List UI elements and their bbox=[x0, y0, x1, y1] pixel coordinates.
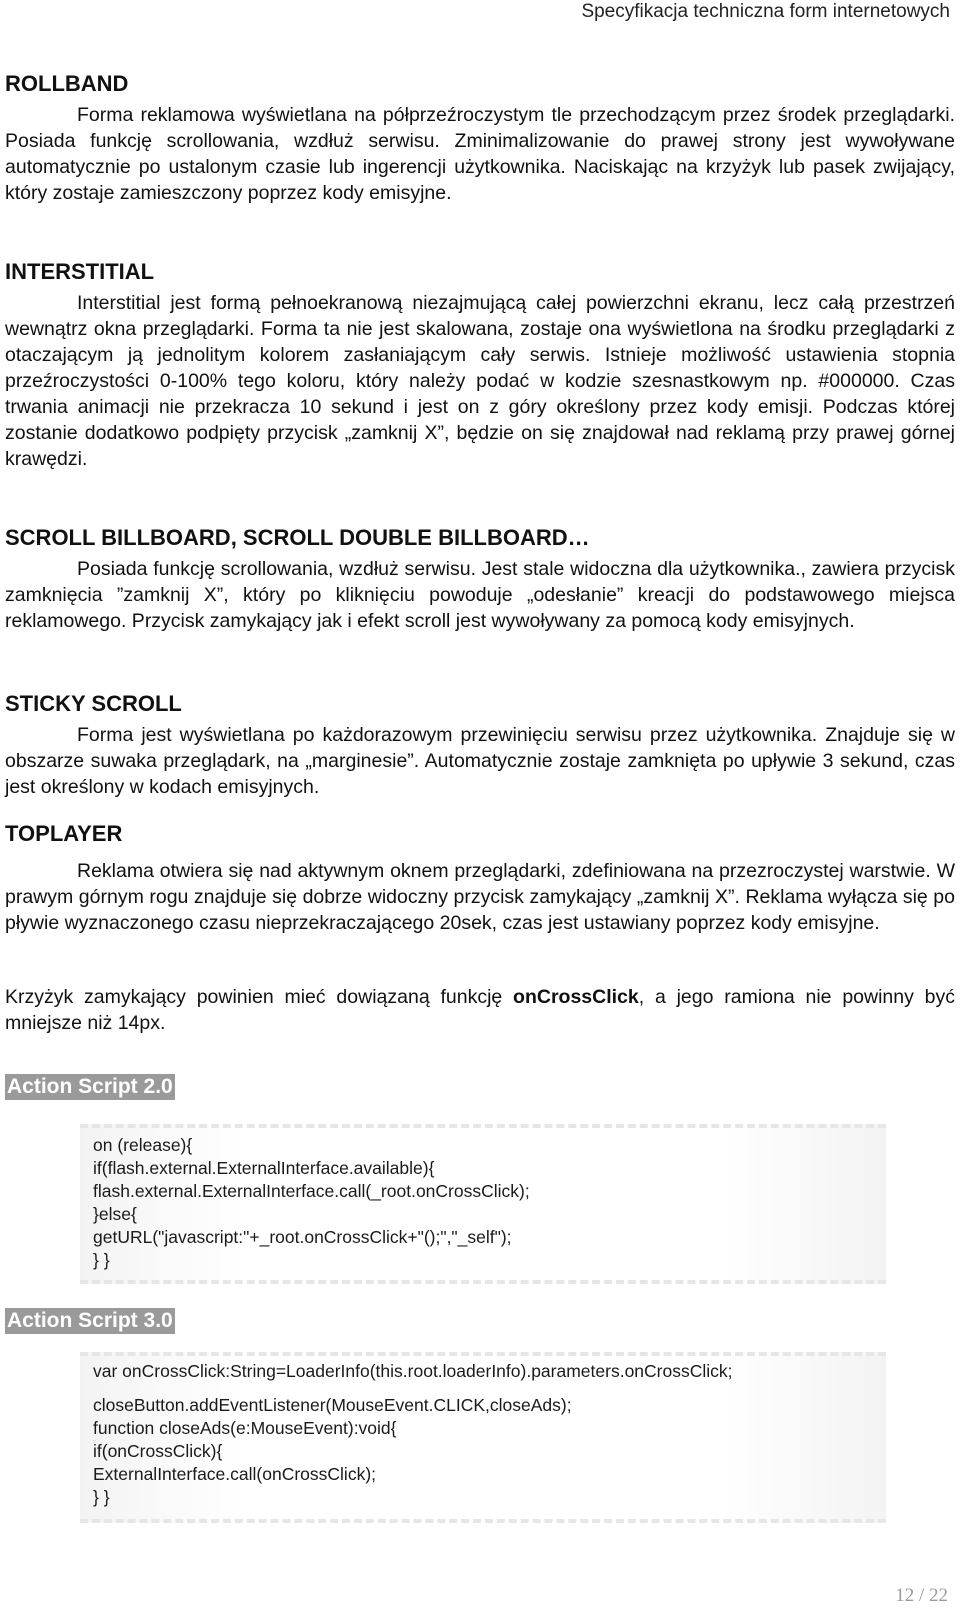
section-paragraph: Forma jest wyświetlana po każdorazowym przewinięciu serwisu przez użytkownika. Znajduje się w obszarze suwaka przeglądark, na „marginesie”. Automatycznie zostaje zamknięta po upływie 3 sekund, czas jest określony w kodach emisyjnych. bbox=[5, 724, 955, 798]
as3-code-block bbox=[80, 1352, 886, 1523]
code-line: on (release){ bbox=[93, 1135, 193, 1155]
section-scroll-billboard bbox=[5, 524, 955, 634]
section-toplayer bbox=[5, 820, 955, 936]
section-heading: SCROLL BILLBOARD, SCROLL DOUBLE BILLBOARD… bbox=[5, 525, 590, 550]
code-blank-line bbox=[80, 1383, 886, 1394]
section-heading: TOPLAYER bbox=[5, 821, 123, 846]
code-line: getURL("javascript:"+_root.onCrossClick+"();","_self"); bbox=[93, 1227, 512, 1247]
code-line: closeButton.addEventListener(MouseEvent.CLICK,closeAds); bbox=[93, 1395, 572, 1415]
code-line: var onCrossClick:String=LoaderInfo(this.root.loaderInfo).parameters.onCrossClick; bbox=[93, 1361, 733, 1381]
section-paragraph: Interstitial jest formą pełnoekranową niezajmującą całej powierzchni ekranu, lecz całą przestrzeń wewnątrz okna przeglądarki. Forma ta nie jest skalowana, zostaje ona wyświetlona na środku przeglądarki z otaczającym ją jednolitym kolorem zasłaniającym cały serwis. Istnieje możliwość ustawienia stopnia przeźroczystości 0-100% tego koloru, który należy podać w kodzie szesnastkowym np. #000000. Czas trwania animacji nie przekracza 10 sekund i jest on z góry określony przez kody emisji. Podczas której zostanie dodatkowo podpięty przycisk „zamknij X”, będzie on się znajdował nad reklamą przy prawej górnej krawędzi. bbox=[5, 292, 955, 470]
section-heading: STICKY SCROLL bbox=[5, 691, 182, 716]
section-crossclick-note bbox=[5, 980, 955, 1036]
section-paragraph: Posiada funkcję scrollowania, wzdłuż serwisu. Jest stale widoczna dla użytkownika., zawiera przycisk zamknięcia ”zamknij X”, który po kliknięciu powoduje „odesłanie” kreacji do podstawowego miejsca reklamowego. Przycisk zamykający jak i efekt scroll jest wywoływany za pomocą kody emisyjnych. bbox=[5, 558, 955, 632]
code-line: if(onCrossClick){ bbox=[93, 1441, 223, 1461]
section-paragraph: Reklama otwiera się nad aktywnym oknem przeglądarki, zdefiniowana na przezroczystej warstwie. W prawym górnym rogu znajduje się dobrze widoczny przycisk zamykający „zamknij X”. Reklama wyłącza się po pływie wyznaczonego czasu nieprzekraczającego 20sek, czas jest ustawiany poprzez kody emisyjne. bbox=[5, 860, 955, 934]
as2-label: Action Script 2.0 bbox=[7, 1075, 173, 1098]
code-line: } } bbox=[93, 1250, 110, 1270]
as2-code-block bbox=[80, 1124, 886, 1284]
running-header: Specyfikacja techniczna form internetowych bbox=[581, 1, 950, 22]
section-rollband bbox=[5, 70, 955, 206]
crossclick-text-after: , a jego ramiona nie powinny być mniejsze niż 14px. bbox=[5, 986, 956, 1034]
code-line: } } bbox=[93, 1487, 110, 1507]
section-paragraph: Forma reklamowa wyświetlana na półprzeźroczystym tle przechodzącym przez środek przeglądarki. Posiada funkcję scrollowania, wzdłuż serwisu. Zminimalizowanie do prawej strony jest wywoływane automatycznie po ustalonym czasie lub ingerencji użytkownika. Naciskając na krzyżyk lub pasek zwijający, który zostaje zamieszczony poprzez kody emisyjne. bbox=[5, 104, 955, 204]
crossclick-paragraph bbox=[5, 984, 955, 1036]
section-heading: INTERSTITIAL bbox=[5, 259, 155, 284]
page-number: 12 / 22 bbox=[895, 1585, 948, 1606]
crossclick-text-before: Krzyżyk zamykający powinien mieć dowiązaną funkcję bbox=[5, 986, 514, 1008]
section-sticky-scroll bbox=[5, 690, 955, 800]
section-interstitial bbox=[5, 258, 955, 472]
code-line: function closeAds(e:MouseEvent):void{ bbox=[93, 1418, 397, 1438]
code-line: if(flash.external.ExternalInterface.available){ bbox=[93, 1158, 435, 1178]
code-line: ExternalInterface.call(onCrossClick); bbox=[93, 1464, 377, 1484]
section-heading: ROLLBAND bbox=[5, 71, 129, 96]
as3-label: Action Script 3.0 bbox=[7, 1309, 173, 1332]
function-name: onCrossClick bbox=[513, 986, 639, 1008]
code-line: }else{ bbox=[93, 1204, 137, 1224]
code-line: flash.external.ExternalInterface.call(_root.onCrossClick); bbox=[93, 1181, 530, 1201]
